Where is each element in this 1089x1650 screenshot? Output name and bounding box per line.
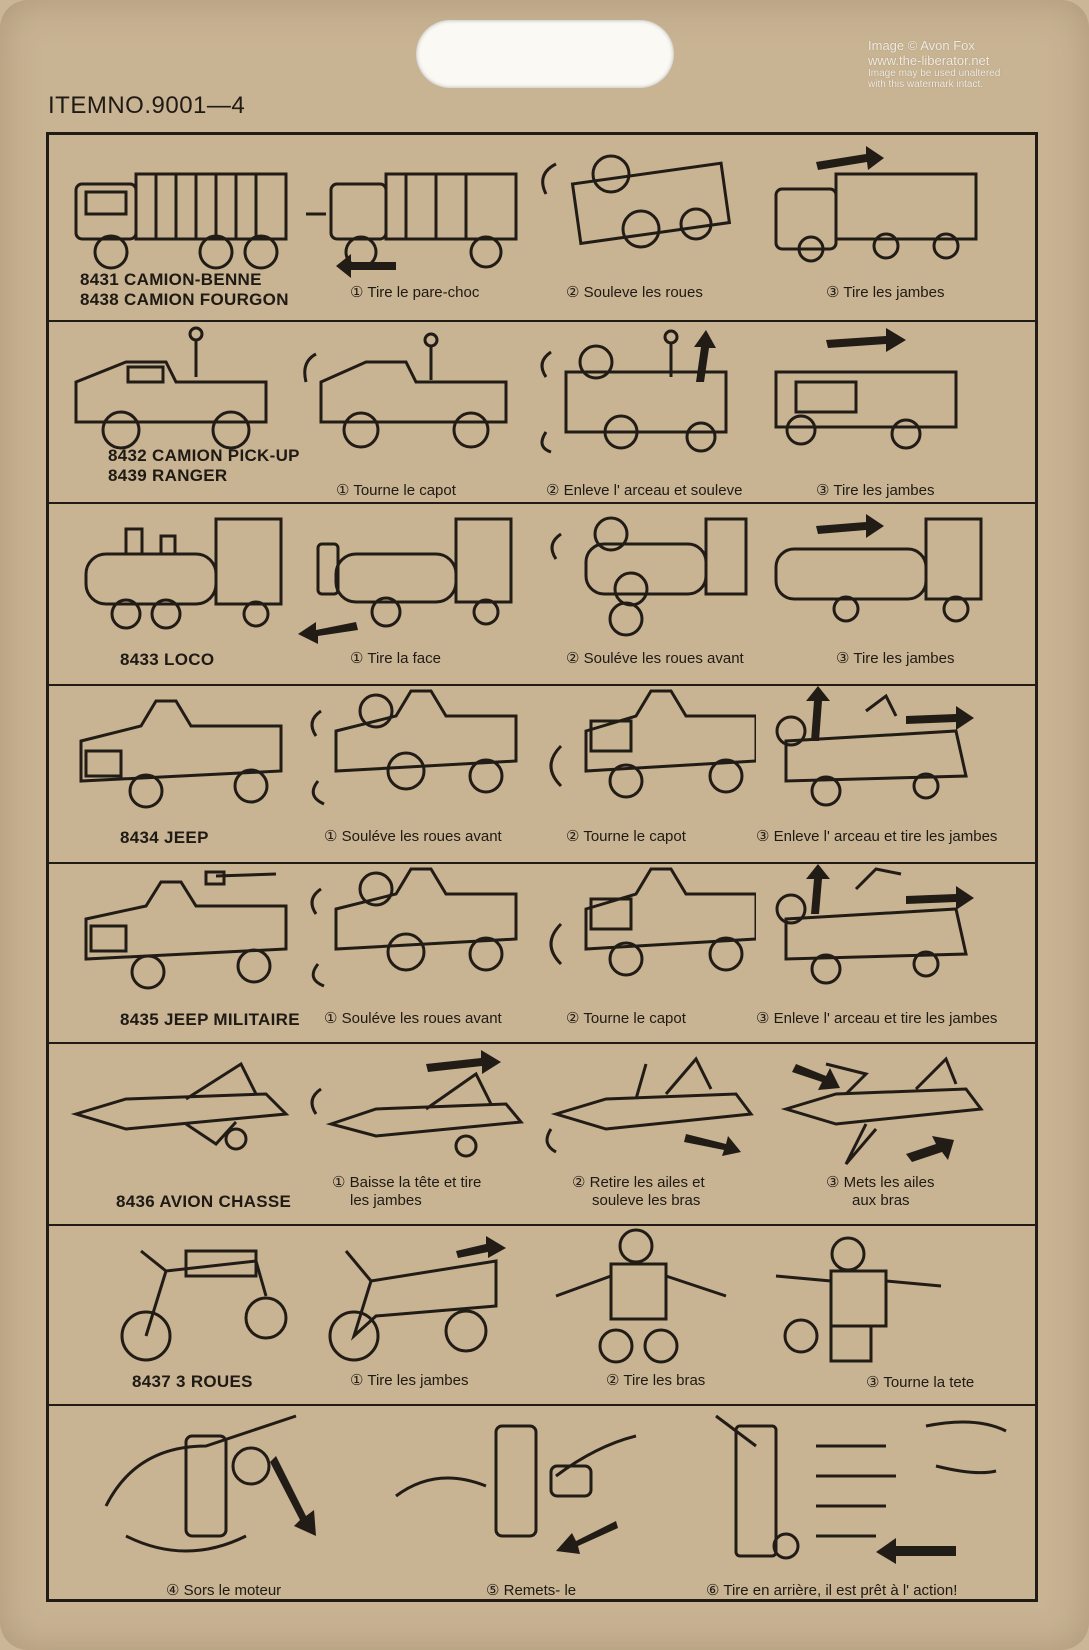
step-3-panel bbox=[756, 1226, 996, 1404]
vehicle-name-2: 8438 CAMION FOURGON bbox=[80, 290, 289, 309]
step-label: ③ Tire les jambes bbox=[826, 284, 945, 301]
watermark bbox=[868, 38, 1000, 90]
step-6-panel bbox=[696, 1406, 1026, 1602]
step-5-panel bbox=[376, 1406, 696, 1602]
row-final-steps bbox=[46, 1406, 1038, 1602]
vehicle-name-1: 8431 CAMION-BENNE bbox=[80, 270, 262, 289]
step-3-panel bbox=[756, 1044, 996, 1224]
step-label: ② Tire les bras bbox=[606, 1372, 706, 1389]
step-label-line-2: souleve les bras bbox=[592, 1192, 701, 1209]
row-pickup bbox=[46, 322, 1038, 504]
step-label-line-2: les jambes bbox=[350, 1192, 422, 1209]
vehicle-name-1: 8436 AVION CHASSE bbox=[116, 1192, 292, 1211]
step-2-panel bbox=[526, 322, 756, 502]
step-label-line-2: aux bras bbox=[852, 1192, 910, 1209]
step-3-panel bbox=[756, 504, 996, 684]
step-label: ⑥ Tire en arrière, il est prêt à l' action! bbox=[706, 1582, 958, 1599]
step-2-panel bbox=[526, 504, 756, 684]
vehicle-military-jeep-illustration bbox=[66, 864, 300, 1042]
step-label: ① Souléve les roues avant bbox=[324, 828, 502, 845]
vehicle-trike-illustration bbox=[66, 1226, 296, 1404]
step-label: ① Tire la face bbox=[350, 650, 441, 667]
step-label: ③ Tire les jambes bbox=[816, 482, 935, 499]
row-camion bbox=[46, 134, 1038, 322]
watermark-line-4: with this watermark intact. bbox=[868, 79, 984, 90]
step-label: ② Enleve l' arceau et souleve bbox=[546, 482, 743, 499]
row-3-roues bbox=[46, 1226, 1038, 1406]
step-1-panel bbox=[296, 134, 526, 320]
step-label: ② Souleve les roues bbox=[566, 284, 703, 301]
row-avion-chasse bbox=[46, 1044, 1038, 1226]
vehicle-jet-illustration bbox=[66, 1044, 296, 1224]
step-label: ② Tourne le capot bbox=[566, 828, 686, 845]
step-1-panel bbox=[296, 686, 526, 862]
watermark-line-3: Image may be used unaltered bbox=[868, 68, 1001, 79]
vehicle-jeep-illustration bbox=[66, 686, 296, 862]
watermark-line-1: Image © Avon Fox bbox=[868, 38, 975, 53]
vehicle-loco-illustration bbox=[66, 504, 296, 684]
vehicle-name-1: 8434 JEEP bbox=[120, 828, 209, 847]
step-label: ① Baisse la tête et tire bbox=[332, 1174, 482, 1191]
vehicle-name-1: 8433 LOCO bbox=[120, 650, 215, 669]
step-label: ③ Tourne la tete bbox=[866, 1374, 975, 1391]
vehicle-truck-illustration bbox=[66, 134, 296, 320]
step-label: ④ Sors le moteur bbox=[166, 1582, 282, 1599]
step-label: ② Retire les ailes et bbox=[572, 1174, 705, 1191]
vehicle-pickup-illustration bbox=[66, 322, 300, 502]
row-jeep-militaire bbox=[46, 864, 1038, 1044]
step-3-panel bbox=[756, 686, 996, 862]
row-jeep bbox=[46, 686, 1038, 864]
step-2-panel bbox=[526, 1044, 756, 1224]
step-label: ③ Tire les jambes bbox=[836, 650, 955, 667]
vehicle-name-2: 8439 RANGER bbox=[108, 466, 228, 485]
step-label: ② Tourne le capot bbox=[566, 1010, 686, 1027]
step-label: ① Tire les jambes bbox=[350, 1372, 469, 1389]
vehicle-name-1: 8435 JEEP MILITAIRE bbox=[120, 1010, 300, 1029]
step-label: ② Souléve les roues avant bbox=[566, 650, 744, 667]
step-3-panel bbox=[756, 864, 996, 1042]
step-1-panel bbox=[296, 1226, 526, 1404]
vehicle-name-1: 8437 3 ROUES bbox=[132, 1372, 253, 1391]
row-loco bbox=[46, 504, 1038, 686]
step-1-panel bbox=[296, 504, 526, 684]
step-3-panel bbox=[756, 134, 996, 320]
vehicle-name-1: 8432 CAMION PICK-UP bbox=[108, 446, 300, 465]
step-label: ① Souléve les roues avant bbox=[324, 1010, 502, 1027]
step-label: ① Tire le pare-choc bbox=[350, 284, 480, 301]
step-2-panel bbox=[526, 686, 756, 862]
step-label: ① Tourne le capot bbox=[336, 482, 456, 499]
step-1-panel bbox=[296, 1044, 526, 1224]
step-label: ⑤ Remets- le bbox=[486, 1582, 577, 1599]
step-4-panel bbox=[66, 1406, 366, 1602]
item-number: ITEMNO.9001—4 bbox=[48, 92, 246, 119]
step-2-panel bbox=[526, 1226, 756, 1404]
step-label: ③ Enleve l' arceau et tire les jambes bbox=[756, 1010, 998, 1027]
step-label: ③ Mets les ailes bbox=[826, 1174, 935, 1191]
step-2-panel bbox=[526, 134, 756, 320]
watermark-line-2: www.the-liberator.net bbox=[868, 53, 990, 68]
hang-hole bbox=[416, 20, 674, 88]
step-1-panel bbox=[296, 864, 526, 1042]
step-3-panel bbox=[756, 322, 996, 502]
step-1-panel bbox=[296, 322, 526, 502]
step-label: ③ Enleve l' arceau et tire les jambes bbox=[756, 828, 998, 845]
step-2-panel bbox=[526, 864, 756, 1042]
